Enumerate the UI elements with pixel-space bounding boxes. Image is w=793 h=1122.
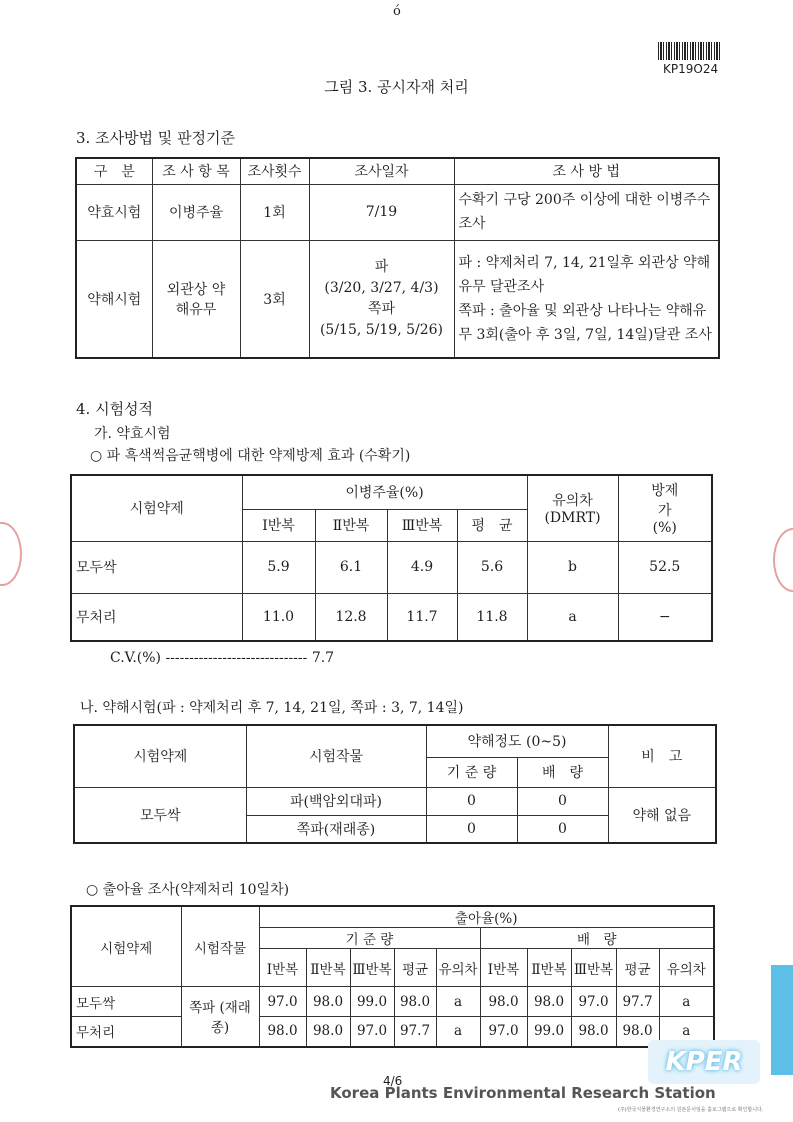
value-cell: 12.8: [315, 593, 387, 641]
crop-name: 쪽파(재래종): [246, 815, 426, 843]
header-drug: 시험약제: [71, 906, 181, 987]
footer-hologram-note: (주)한국식물환경연구소의 원본문서임을 홀로그램으로 확인합니다.: [618, 1107, 764, 1113]
cell-count: 3회: [240, 240, 309, 358]
figure-caption: 그림 3. 공시자재 처리: [324, 78, 469, 96]
phytotoxicity-subtitle: 나. 약해시험(파 : 약제처리 후 7, 14, 21일, 쪽파 : 3, 7, 14일): [80, 700, 464, 716]
header-standard: 기 준 량: [426, 757, 517, 787]
value-cell: 0: [426, 815, 517, 843]
section4-title: 4. 시험성적: [76, 400, 154, 418]
header-crop: 시험작물: [181, 906, 259, 987]
header-emergence: 출아율(%): [259, 906, 714, 928]
header-infection-rate: 이병주율(%): [242, 475, 527, 509]
cell-category: 약효시험: [76, 184, 152, 240]
top-mark: ó: [393, 4, 401, 19]
barcode: [658, 42, 722, 60]
value-cell: 98.0: [571, 1017, 616, 1047]
date-line: (3/20, 3/27, 4/3): [324, 279, 439, 296]
header-col: Ⅲ반복: [571, 949, 616, 987]
value-cell: 5.9: [242, 541, 315, 593]
value-cell: 0: [517, 815, 608, 843]
header-double: 배 량: [517, 757, 608, 787]
value-cell: 11.0: [242, 593, 315, 641]
header-standard: 기 준 량: [259, 928, 480, 949]
value-cell: 0: [426, 787, 517, 815]
kper-hologram-logo: KPER: [648, 1040, 760, 1084]
seal-stamp-left: [0, 522, 22, 586]
value-cell: 97.0: [259, 987, 306, 1017]
header-item: 조 사 항 목: [152, 158, 240, 184]
header-double: 배 량: [480, 928, 714, 949]
header-date: 조사일자: [309, 158, 454, 184]
cell-date: 7/19: [309, 184, 454, 240]
cell-count: 1회: [240, 184, 309, 240]
header-col: Ⅲ반복: [350, 949, 394, 987]
header-col: Ⅱ반복: [527, 949, 571, 987]
value-cell: a: [659, 987, 714, 1017]
drug-name: 모두싹: [71, 541, 242, 593]
header-note: 비 고: [608, 725, 716, 787]
header-col: Ⅱ반복: [306, 949, 350, 987]
drug-name: 모두싹: [74, 787, 246, 843]
header-method: 조 사 방 법: [454, 158, 719, 184]
header-rep: Ⅰ반복: [242, 509, 315, 541]
value-cell: 99.0: [527, 1017, 571, 1047]
efficacy-table: [70, 474, 713, 642]
value-cell: 0: [517, 787, 608, 815]
value-cell: 98.0: [616, 1017, 659, 1047]
value-cell: 97.7: [616, 987, 659, 1017]
document-code: KP19O24: [663, 62, 719, 76]
phytotoxicity-table: [73, 724, 717, 844]
drug-name: 무처리: [71, 1017, 181, 1047]
header-crop: 시험작물: [246, 725, 426, 787]
drug-name: 모두싹: [71, 987, 181, 1017]
date-line: 쪽파: [367, 300, 396, 317]
value-cell: 97.0: [350, 1017, 394, 1047]
value-cell: 5.6: [457, 541, 527, 593]
note-cell: 약해 없음: [608, 787, 716, 843]
value-cell: 6.1: [315, 541, 387, 593]
control-value-cell: −: [618, 593, 712, 641]
efficacy-subtitle: 가. 약효시험: [94, 426, 171, 442]
crop-name: 쪽파 (재래종): [181, 987, 259, 1047]
header-col: 평균: [616, 949, 659, 987]
seal-stamp-right: [773, 528, 793, 592]
value-cell: a: [436, 1017, 480, 1047]
header-mean: 평 균: [457, 509, 527, 541]
cell-category: 약해시험: [76, 240, 152, 358]
header-drug: 시험약제: [74, 725, 246, 787]
header-col: Ⅰ반복: [259, 949, 306, 987]
header-category: 구 분: [76, 158, 152, 184]
date-line: (5/15, 5/19, 5/26): [319, 321, 444, 338]
header-rep: Ⅲ반복: [387, 509, 457, 541]
header-rep: Ⅱ반복: [315, 509, 387, 541]
emergence-caption: ○ 출아율 조사(약제처리 10일차): [86, 882, 290, 898]
header-degree: 약해정도 (0~5): [426, 725, 608, 757]
efficacy-caption: ○ 파 흑색썩음균핵병에 대한 약제방제 효과 (수확기): [90, 448, 411, 464]
value-cell: 98.0: [480, 987, 527, 1017]
cell-item: 외관상 약해유무: [152, 240, 240, 358]
cell-item: 이병주율: [152, 184, 240, 240]
value-cell: a: [659, 1017, 714, 1047]
header-col: 유의차: [659, 949, 714, 987]
method-line: 쪽파 : 출아율 및 외관상 나타나는 약해유무 3회(출아 후 3일, 7일, 14일)달관 조사: [458, 302, 712, 343]
value-cell: 99.0: [350, 987, 394, 1017]
header-count: 조사횟수: [240, 158, 309, 184]
value-cell: 98.0: [306, 987, 350, 1017]
drug-name: 무처리: [71, 593, 242, 641]
header-control-value: 방제가 (%): [618, 475, 712, 541]
header-col: 유의차: [436, 949, 480, 987]
value-cell: 11.7: [387, 593, 457, 641]
value-cell: 98.0: [394, 987, 436, 1017]
header-col: 평균: [394, 949, 436, 987]
significance-cell: b: [527, 541, 618, 593]
value-cell: 97.0: [571, 987, 616, 1017]
cv-line: C.V.(%) ------------------------------ 7.7: [110, 650, 335, 666]
method-line: 파 : 약제처리 7, 14, 21일후 외관상 약해유무 달관조사: [458, 254, 711, 295]
header-drug: 시험약제: [71, 475, 242, 541]
value-cell: 98.0: [306, 1017, 350, 1047]
header-significance: 유의차 (DMRT): [527, 475, 618, 541]
value-cell: 97.0: [480, 1017, 527, 1047]
value-cell: 97.7: [394, 1017, 436, 1047]
value-cell: 98.0: [259, 1017, 306, 1047]
crop-name: 파(백암외대파): [246, 787, 426, 815]
date-line: 파: [374, 258, 389, 275]
value-cell: a: [436, 987, 480, 1017]
section3-title: 3. 조사방법 및 판정기준: [76, 129, 236, 147]
value-cell: 98.0: [527, 987, 571, 1017]
significance-cell: a: [527, 593, 618, 641]
header-col: Ⅰ반복: [480, 949, 527, 987]
value-cell: 11.8: [457, 593, 527, 641]
survey-method-table: [75, 157, 720, 359]
side-color-bar: [771, 965, 793, 1075]
emergence-table: [70, 905, 715, 1048]
footer-organization: Korea Plants Environmental Research Station: [330, 1084, 716, 1102]
cell-method: 수확기 구당 200주 이상에 대한 이병주수 조사: [454, 184, 719, 240]
control-value-cell: 52.5: [618, 541, 712, 593]
value-cell: 4.9: [387, 541, 457, 593]
page-number: 4/6: [383, 1074, 403, 1088]
